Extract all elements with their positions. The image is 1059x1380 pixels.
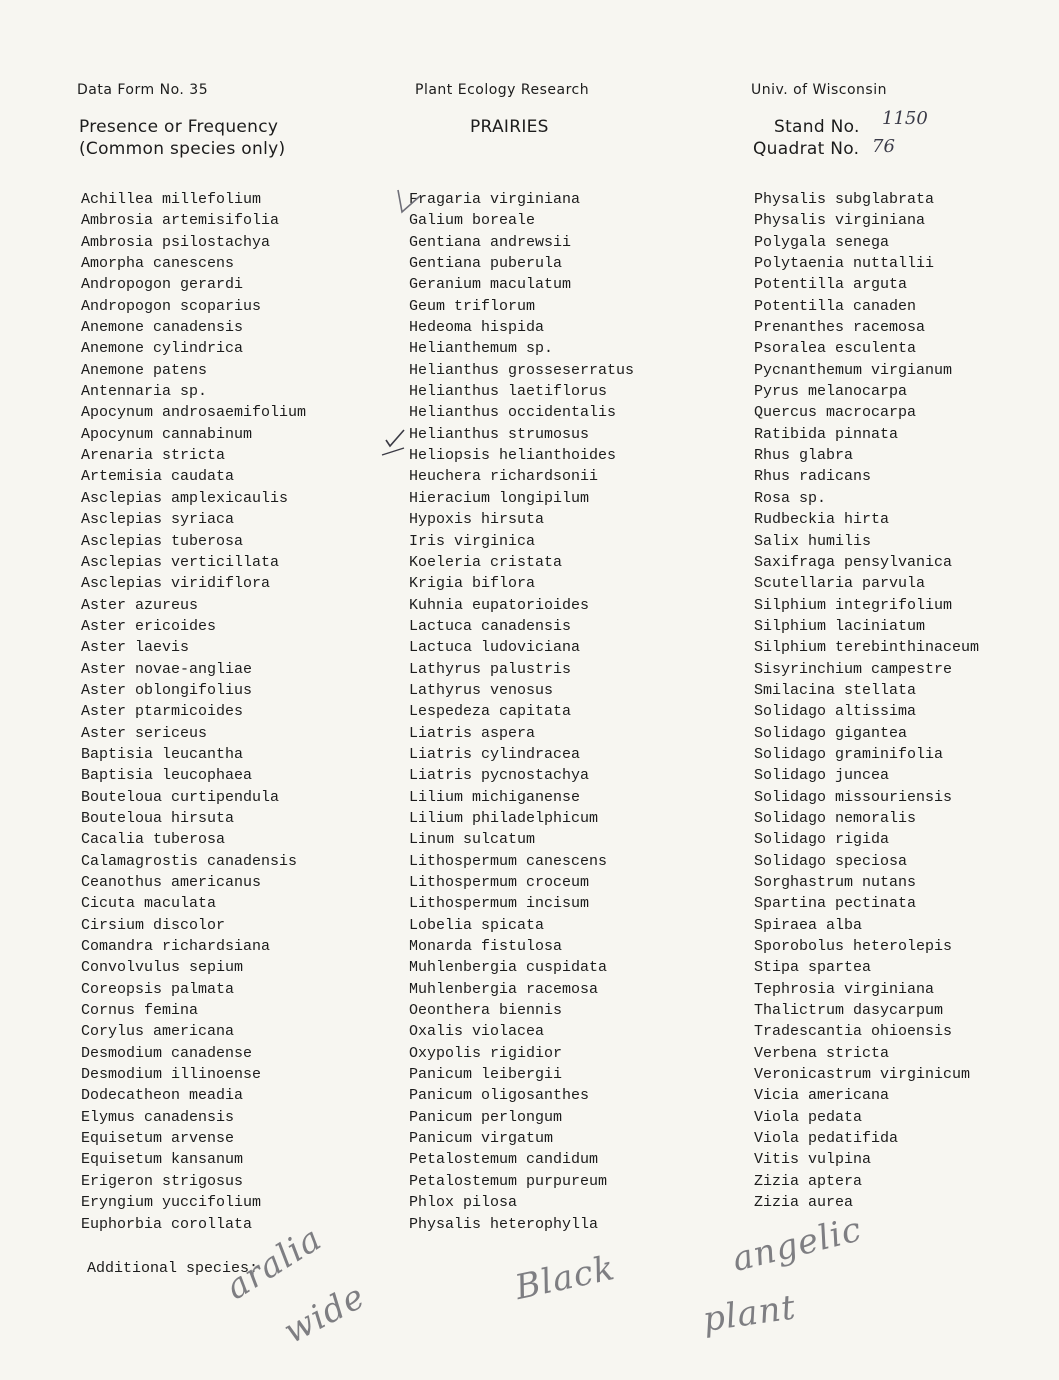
species-item: Zizia aurea	[754, 1194, 854, 1212]
species-item: Silphium integrifolium	[754, 596, 953, 614]
species-item: Silphium terebinthinaceum	[754, 639, 980, 657]
quadrat-label: Quadrat No.	[753, 139, 860, 159]
species-item: Apocynum androsaemifolium	[81, 404, 307, 422]
species-item: Scutellaria parvula	[754, 575, 926, 593]
additional-species-label: Additional species:	[87, 1260, 259, 1277]
species-item: Solidago rigida	[754, 831, 890, 849]
handwritten-note-black: Black	[511, 1247, 619, 1308]
species-item: Fragaria virginiana	[409, 191, 581, 208]
species-item: Helianthus occidentalis	[409, 404, 617, 422]
species-item: Heliopsis helianthoides	[409, 447, 617, 465]
species-column-middle	[409, 189, 634, 1235]
species-item: Panicum oligosanthes	[409, 1087, 590, 1105]
check-mark-helianthus-icon	[386, 430, 404, 446]
species-item: Solidago speciosa	[754, 852, 908, 870]
species-item: Silphium laciniatum	[754, 617, 926, 635]
species-item: Tephrosia virginiana	[754, 980, 935, 998]
species-item: Solidago juncea	[754, 767, 890, 785]
species-item: Panicum leibergii	[409, 1066, 563, 1084]
species-item: Vitis vulpina	[754, 1151, 872, 1169]
species-item: Kuhnia eupatorioides	[409, 596, 590, 614]
species-item: Helianthemum sp.	[409, 340, 554, 358]
species-item: Baptisia leucophaea	[81, 767, 253, 785]
species-item: Lithospermum croceum	[409, 874, 590, 891]
species-item: Verbena stricta	[754, 1044, 890, 1062]
species-item: Zizia aptera	[754, 1172, 863, 1190]
species-column-left	[81, 189, 306, 1235]
species-item: Potentilla canaden	[754, 297, 917, 315]
species-item: Koeleria cristata	[409, 553, 563, 571]
species-item: Comandra richardsiana	[81, 938, 271, 956]
species-item: Lilium michiganense	[409, 788, 581, 806]
species-item: Geranium maculatum	[409, 276, 572, 294]
species-item: Rudbeckia hirta	[754, 511, 890, 529]
species-item: Helianthus strumosus	[409, 425, 590, 443]
species-item: Lithospermum canescens	[409, 852, 608, 870]
species-item: Veronicastrum virginicum	[754, 1066, 971, 1084]
species-item: Potentilla arguta	[754, 276, 908, 294]
handwritten-note-angelic: angelic	[728, 1209, 866, 1280]
species-item: Hedeoma hispida	[409, 319, 545, 337]
species-item: Panicum perlongum	[409, 1108, 563, 1126]
species-item: Eryngium yuccifolium	[81, 1194, 262, 1212]
species-item: Polygala senega	[754, 233, 890, 251]
handwritten-note-plant: plant	[700, 1287, 799, 1340]
species-item: Oxypolis rigidior	[409, 1044, 563, 1062]
species-item: Monarda fistulosa	[409, 938, 563, 956]
species-item: Liatris cylindracea	[409, 745, 581, 763]
species-item: Lilium philadelphicum	[409, 809, 599, 827]
species-item: Hieracium longipilum	[409, 489, 590, 507]
species-item: Spartina pectinata	[754, 895, 917, 913]
species-item: Bouteloua hirsuta	[81, 809, 235, 827]
species-item: Andropogon scoparius	[81, 297, 262, 315]
species-item: Aster azureus	[81, 596, 199, 614]
species-item: Anemone canadensis	[81, 319, 244, 337]
species-item: Ambrosia psilostachya	[81, 233, 271, 251]
stand-label: Stand No.	[774, 117, 860, 137]
species-item: Helianthus laetiflorus	[409, 383, 608, 401]
species-item: Viola pedatifida	[754, 1130, 899, 1148]
center-title: PRAIRIES	[470, 117, 549, 137]
species-item: Liatris pycnostachya	[409, 767, 590, 785]
species-item: Physalis subglabrata	[754, 191, 935, 208]
species-item: Stipa spartea	[754, 959, 872, 977]
handwritten-note-wide: wide	[277, 1276, 372, 1352]
species-item: Bouteloua curtipendula	[81, 788, 280, 806]
university-name: Univ. of Wisconsin	[751, 82, 887, 98]
species-item: Geum triflorum	[409, 297, 536, 315]
species-item: Erigeron strigosus	[81, 1172, 244, 1190]
species-item: Pycnanthemum virgianum	[754, 361, 953, 379]
species-item: Aster novae-angliae	[81, 660, 253, 678]
species-item: Gentiana puberula	[409, 255, 563, 273]
species-item: Ratibida pinnata	[754, 425, 899, 443]
species-item: Antennaria sp.	[81, 383, 208, 401]
species-item: Lactuca canadensis	[409, 617, 572, 635]
species-item: Galium boreale	[409, 212, 536, 230]
species-item: Apocynum cannabinum	[81, 425, 253, 443]
species-item: Cacalia tuberosa	[81, 831, 226, 849]
species-item: Lathyrus venosus	[409, 681, 554, 699]
species-item: Rhus radicans	[754, 468, 872, 486]
species-item: Rhus glabra	[754, 447, 854, 465]
species-item: Krigia biflora	[409, 575, 536, 593]
species-item: Asclepias tuberosa	[81, 532, 244, 550]
handwritten-note-aralia: aralia	[218, 1218, 329, 1308]
species-item: Muhlenbergia cuspidata	[409, 959, 608, 977]
species-item: Solidago graminifolia	[754, 745, 944, 763]
species-item: Cirsium discolor	[81, 916, 226, 934]
form-title-line-2: (Common species only)	[79, 139, 286, 159]
species-item: Polytaenia nuttallii	[754, 255, 935, 273]
species-item: Oxalis violacea	[409, 1023, 545, 1041]
species-item: Iris virginica	[409, 532, 536, 550]
species-item: Spiraea alba	[754, 916, 863, 934]
species-item: Salix humilis	[754, 532, 872, 550]
species-item: Asclepias verticillata	[81, 553, 280, 571]
species-item: Quercus macrocarpa	[754, 404, 917, 422]
species-item: Physalis virginiana	[754, 212, 926, 230]
species-item: Panicum virgatum	[409, 1130, 554, 1148]
species-item: Coreopsis palmata	[81, 980, 235, 998]
species-item: Phlox pilosa	[409, 1194, 518, 1212]
species-item: Amorpha canescens	[81, 255, 235, 273]
species-item: Linum sulcatum	[409, 831, 536, 849]
form-title	[79, 116, 285, 160]
species-item: Lespedeza capitata	[409, 703, 572, 721]
species-item: Equisetum arvense	[81, 1130, 235, 1148]
species-item: Saxifraga pensylvanica	[754, 553, 953, 571]
species-item: Desmodium illinoense	[81, 1066, 262, 1084]
species-item: Ambrosia artemisifolia	[81, 212, 280, 230]
species-item: Aster ericoides	[81, 617, 217, 635]
species-item: Solidago nemoralis	[754, 809, 917, 827]
organization-name: Plant Ecology Research	[415, 82, 590, 98]
species-item: Cornus femina	[81, 1002, 199, 1020]
species-item: Dodecatheon meadia	[81, 1087, 244, 1105]
species-item: Psoralea esculenta	[754, 340, 917, 358]
species-item: Baptisia leucantha	[81, 745, 244, 763]
species-item: Elymus canadensis	[81, 1108, 235, 1126]
species-item: Sorghastrum nutans	[754, 874, 917, 891]
species-item: Vicia americana	[754, 1087, 890, 1105]
species-item: Calamagrostis canadensis	[81, 852, 298, 870]
quadrat-number-handwritten: 76	[872, 136, 895, 157]
species-item: Petalostemum candidum	[409, 1151, 599, 1169]
check-mark-stroke-icon	[382, 448, 404, 455]
species-item: Hypoxis hirsuta	[409, 511, 545, 529]
species-item: Aster sericeus	[81, 724, 208, 742]
species-item: Cicuta maculata	[81, 895, 217, 913]
species-item: Aster laevis	[81, 639, 190, 657]
species-item: Sporobolus heterolepis	[754, 938, 953, 956]
species-item: Rosa sp.	[754, 489, 827, 507]
species-item: Andropogon gerardi	[81, 276, 244, 294]
species-item: Viola pedata	[754, 1108, 863, 1126]
species-item: Euphorbia corollata	[81, 1215, 253, 1233]
species-item: Artemisia caudata	[81, 468, 235, 486]
species-item: Corylus americana	[81, 1023, 235, 1041]
species-item: Liatris aspera	[409, 724, 536, 742]
species-column-right	[754, 189, 979, 1214]
species-item: Ceanothus americanus	[81, 874, 262, 891]
species-item: Lactuca ludoviciana	[409, 639, 581, 657]
species-item: Gentiana andrewsii	[409, 233, 572, 251]
species-item: Oeonthera biennis	[409, 1002, 563, 1020]
species-item: Asclepias viridiflora	[81, 575, 271, 593]
species-item: Lobelia spicata	[409, 916, 545, 934]
species-item: Solidago missouriensis	[754, 788, 953, 806]
species-item: Thalictrum dasycarpum	[754, 1002, 944, 1020]
species-item: Aster oblongifolius	[81, 681, 253, 699]
species-item: Lathyrus palustris	[409, 660, 572, 678]
form-title-line-1: Presence or Frequency	[79, 117, 279, 137]
species-item: Sisyrinchium campestre	[754, 660, 953, 678]
species-item: Petalostemum purpureum	[409, 1172, 608, 1190]
species-item: Equisetum kansanum	[81, 1151, 244, 1169]
species-item: Muhlenbergia racemosa	[409, 980, 599, 998]
species-item: Achillea millefolium	[81, 191, 262, 208]
species-item: Heuchera richardsonii	[409, 468, 599, 486]
species-item: Prenanthes racemosa	[754, 319, 926, 337]
species-item: Convolvulus sepium	[81, 959, 244, 977]
species-item: Anemone cylindrica	[81, 340, 244, 358]
species-item: Aster ptarmicoides	[81, 703, 244, 721]
species-item: Solidago gigantea	[754, 724, 908, 742]
species-item: Tradescantia ohioensis	[754, 1023, 953, 1041]
species-item: Physalis heterophylla	[409, 1215, 599, 1233]
species-item: Asclepias syriaca	[81, 511, 235, 529]
form-number: Data Form No. 35	[77, 82, 209, 98]
species-item: Anemone patens	[81, 361, 208, 379]
species-item: Lithospermum incisum	[409, 895, 590, 913]
species-item: Asclepias amplexicaulis	[81, 489, 289, 507]
species-item: Pyrus melanocarpa	[754, 383, 908, 401]
species-item: Solidago altissima	[754, 703, 917, 721]
stand-number-handwritten: 1150	[882, 108, 928, 129]
species-item: Desmodium canadense	[81, 1044, 253, 1062]
species-item: Helianthus grosseserratus	[409, 361, 635, 379]
species-item: Smilacina stellata	[754, 681, 917, 699]
species-item: Arenaria stricta	[81, 447, 226, 465]
